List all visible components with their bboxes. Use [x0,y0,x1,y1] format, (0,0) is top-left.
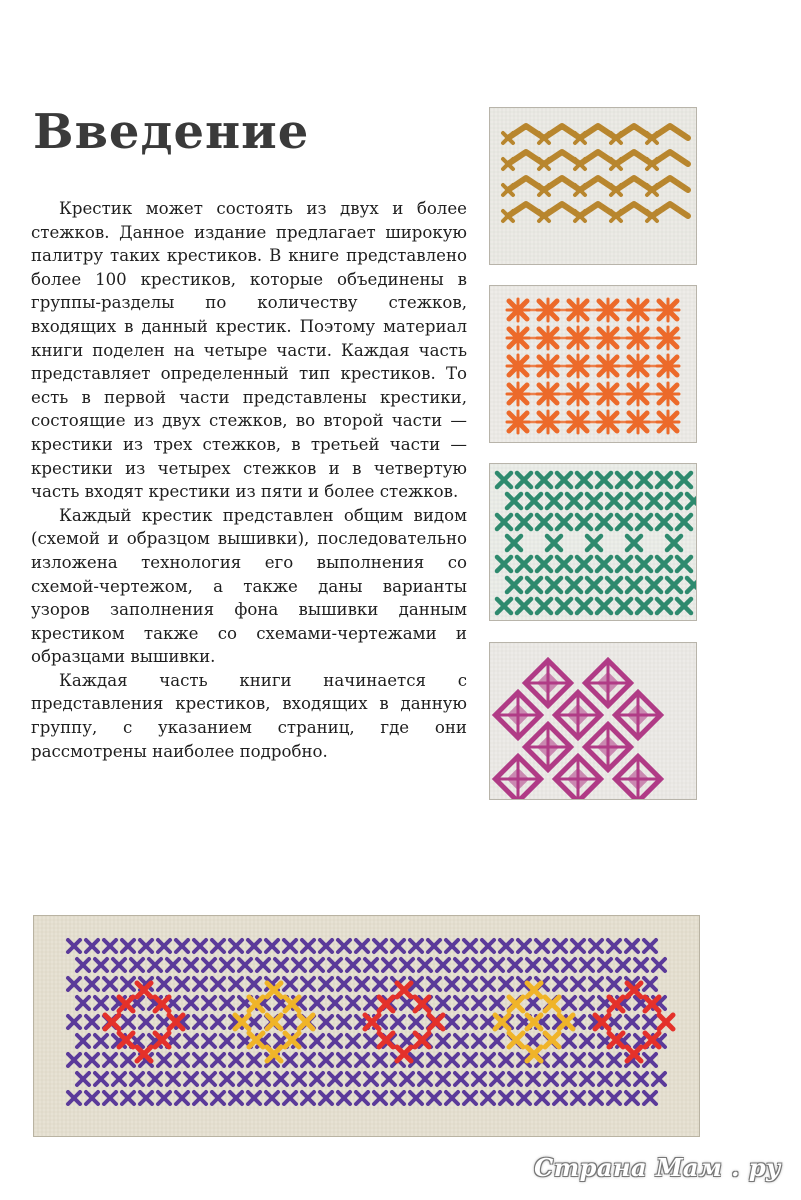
stitch-sample-ochre-image [490,108,696,264]
stitch-sample-orange [489,285,697,443]
stitch-sample-magenta [489,642,697,800]
stitch-sample-ochre [489,107,697,265]
paragraph-1: Крестик может состоять из двух и более стежков. Данное издание предлагает широкую палитру таких крестиков. В книге представлено более 100 крестиков, которые объединены в группы-разделы по количеству стежков, входящих в данный крестик. Поэтому материал книги поделен на четыре части. Каждая часть представляет определенный тип крестиков. То есть в первой части представлены крестики, состоящие из двух стежков, во второй части — крестики из трех стежков, в третьей части — крестики из четырех стежков и в четвертую часть входят крестики из пяти и более стежков. [31,199,467,502]
embroidery-band-image [34,916,699,1136]
paragraph-3: Каждая часть книги начинается с представления крестиков, входящих в данную группу, с указанием страниц, где они рассмотрены наиболее подробно. [31,670,467,761]
stitch-sample-green [489,463,697,621]
page-title: Введение [33,104,310,160]
embroidery-band [33,915,700,1137]
stitch-sample-magenta-image [490,643,696,800]
stitch-sample-green-image [490,464,696,620]
paragraph-2: Каждый крестик представлен общим видом (схемой и образцом вышивки), последовательно изложена технология его выполнения со схемой-чертежом, а также даны варианты узоров заполнения фона вышивки данным крестиком также со схемами-чертежами и образцами вышивки. [31,505,467,667]
intro-text [31,197,467,763]
watermark-logo: Страна Мам . ру [534,1153,781,1182]
stitch-sample-orange-image [490,286,696,442]
